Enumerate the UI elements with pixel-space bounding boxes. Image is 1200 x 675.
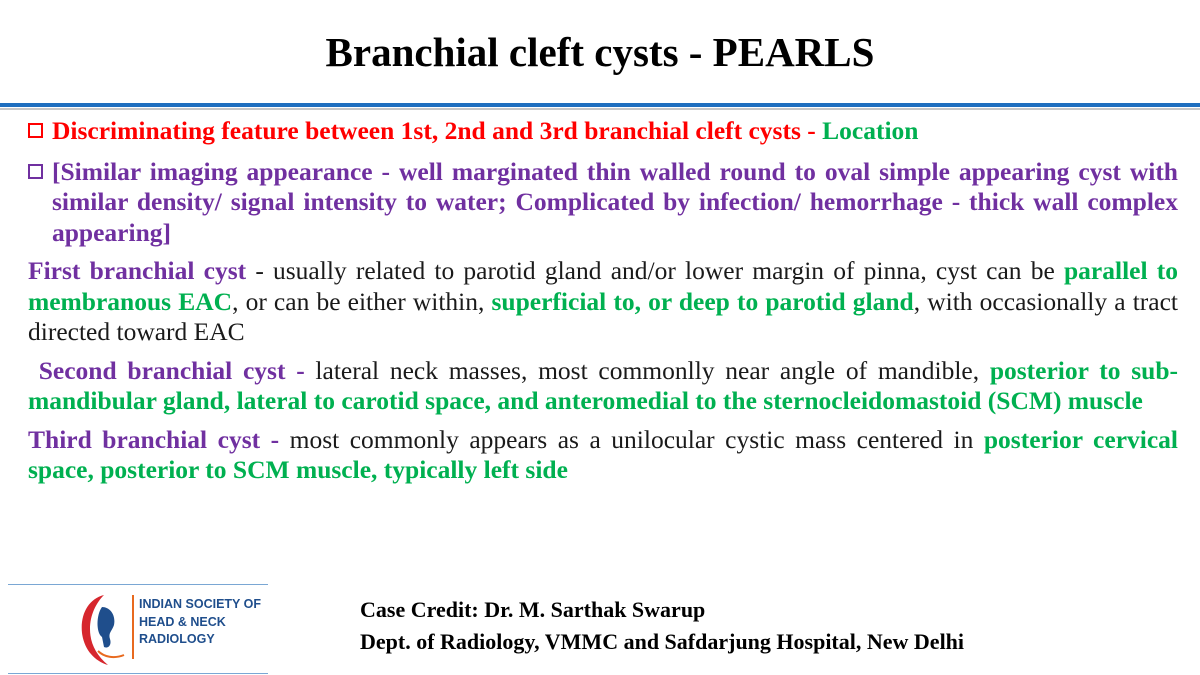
bullet-1-highlight: Location xyxy=(822,116,919,145)
checkbox-bullet-icon xyxy=(28,164,43,179)
slide-content xyxy=(28,116,1178,494)
first-branchial-heading: First branchial cyst xyxy=(28,256,247,285)
title-underline xyxy=(0,103,1200,107)
page-title: Branchial cleft cysts - PEARLS xyxy=(325,29,875,75)
society-logo xyxy=(8,584,268,674)
third-branchial-paragraph: Third branchial cyst - most commonly appears as a unilocular cystic mass centered in posterior cervical space, posterior to SCM muscle, typically left side xyxy=(28,424,1179,484)
first-branchial-paragraph: First branchial cyst - usually related to parotid gland and/or lower margin of pinna, cyst can be parallel to membranous EAC, or can be either within, superficial to, or deep to parotid gland, with occasionally a tract directed toward EAC xyxy=(28,256,1179,346)
title-underline-shadow xyxy=(0,108,1200,110)
case-credit xyxy=(360,594,964,658)
credit-author: Case Credit: Dr. M. Sarthak Swarup xyxy=(360,597,706,622)
checkbox-bullet-icon xyxy=(28,123,43,138)
logo-text: INDIAN SOCIETY OF HEAD & NECK RADIOLOGY xyxy=(139,597,262,646)
credit-department: Dept. of Radiology, VMMC and Safdarjung Hospital, New Delhi xyxy=(360,629,965,654)
bullet-2-text: [Similar imaging appearance - well marginated thin walled round to oval simple appearing cyst with similar density/ signal intensity to water; Complicated by infection/ hemorrhage - thick wall complex appearing] xyxy=(52,156,1178,247)
third-branchial-heading: Third branchial cyst - xyxy=(28,424,290,454)
bullet-discriminating-feature xyxy=(28,116,1178,147)
bullet-1-text: Discriminating feature between 1st, 2nd and 3rd branchial cleft cysts - xyxy=(52,116,823,145)
bullet-imaging-appearance xyxy=(28,157,1178,249)
logo-divider xyxy=(132,595,134,659)
second-branchial-heading: Second branchial cyst - xyxy=(28,355,316,385)
head-neck-logo-icon xyxy=(74,589,128,669)
second-branchial-paragraph: Second branchial cyst - lateral neck masses, most commonlly near angle of mandible, posterior to sub-mandibular gland, lateral to carotid space, and anteromedial to the sternocleidomastoid (SCM) muscle xyxy=(28,355,1178,415)
